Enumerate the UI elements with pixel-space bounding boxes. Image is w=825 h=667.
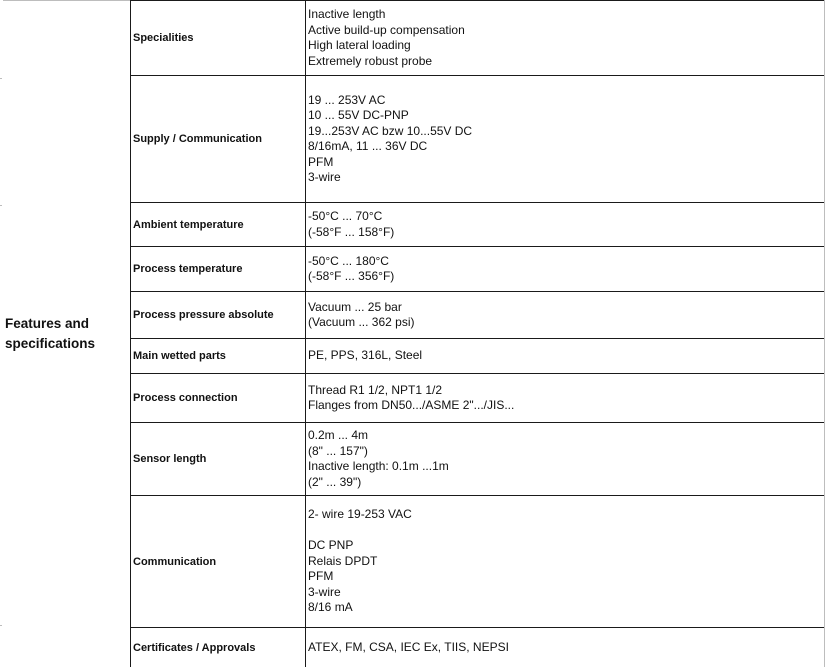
- row-label: Certificates / Approvals: [131, 628, 306, 667]
- value-line: 0.2m ... 4m: [308, 428, 369, 442]
- row-value: [306, 339, 825, 374]
- value-line: Thread R1 1/2, NPT1 1/2: [308, 382, 443, 397]
- value-line: 8/16mA, 11 ... 36V DC: [308, 139, 428, 153]
- row-label: Main wetted parts: [131, 339, 306, 374]
- value-line: Extremely robust probe: [308, 53, 433, 68]
- value-line: 2- wire 19-253 VAC: [308, 507, 412, 522]
- row-value: [306, 496, 825, 628]
- value-line: 10 ... 55V DC-PNP: [308, 108, 409, 122]
- row-value: [306, 203, 825, 247]
- value-line: High lateral loading: [308, 38, 411, 52]
- row-label: Process temperature: [131, 247, 306, 292]
- value-line: [308, 523, 825, 539]
- value-line: Flanges from DN50.../ASME 2".../JIS...: [308, 398, 515, 412]
- left-divider-tick: [0, 78, 2, 79]
- value-line: 19 ... 253V AC: [308, 92, 386, 107]
- value-line: (2" ... 39"): [308, 474, 362, 489]
- value-line: Inactive length: [308, 7, 386, 21]
- row-label: Process pressure absolute: [131, 292, 306, 339]
- section-title-cell: [1, 1, 131, 667]
- left-margin-strip: [0, 0, 3, 667]
- row-label: Communication: [131, 496, 306, 628]
- left-divider-tick: [0, 625, 2, 626]
- row-label: Sensor length: [131, 423, 306, 496]
- value-line: 19...253V AC bzw 10...55V DC: [308, 123, 473, 138]
- value-line: ATEX, FM, CSA, IEC Ex, TIIS, NEPSI: [308, 639, 509, 654]
- row-value: [306, 292, 825, 339]
- value-line: Relais DPDT: [308, 553, 378, 568]
- value-line: Inactive length: 0.1m ...1m: [308, 459, 449, 473]
- value-line: PFM: [308, 569, 334, 584]
- value-line: 3-wire: [308, 170, 341, 184]
- section-title: Features and specifications: [5, 316, 96, 351]
- row-value: [306, 1, 825, 76]
- value-line: Active build-up compensation: [308, 22, 465, 37]
- row-value: [306, 374, 825, 423]
- value-line: DC PNP: [308, 538, 354, 553]
- value-line: (-58°F ... 356°F): [308, 269, 395, 283]
- row-value: [306, 628, 825, 667]
- value-line: Vacuum ... 25 bar: [308, 299, 402, 314]
- row-label: Supply / Communication: [131, 76, 306, 203]
- row-value: [306, 76, 825, 203]
- row-value: [306, 247, 825, 292]
- value-line: PE, PPS, 316L, Steel: [308, 348, 423, 363]
- row-label: Ambient temperature: [131, 203, 306, 247]
- value-line: (8" ... 157"): [308, 443, 368, 458]
- value-line: (-58°F ... 158°F): [308, 224, 395, 239]
- value-line: 3-wire: [308, 584, 341, 599]
- table-row: [1, 1, 825, 76]
- row-label: Specialities: [131, 1, 306, 76]
- spec-table-body: [1, 1, 825, 667]
- left-divider-tick: [0, 205, 2, 206]
- row-label: Process connection: [131, 374, 306, 423]
- value-line: 8/16 mA: [308, 600, 353, 615]
- value-line: -50°C ... 180°C: [308, 253, 389, 268]
- value-line: PFM: [308, 154, 334, 169]
- value-line: (Vacuum ... 362 psi): [308, 315, 415, 329]
- value-line: -50°C ... 70°C: [308, 209, 383, 223]
- row-value: [306, 423, 825, 496]
